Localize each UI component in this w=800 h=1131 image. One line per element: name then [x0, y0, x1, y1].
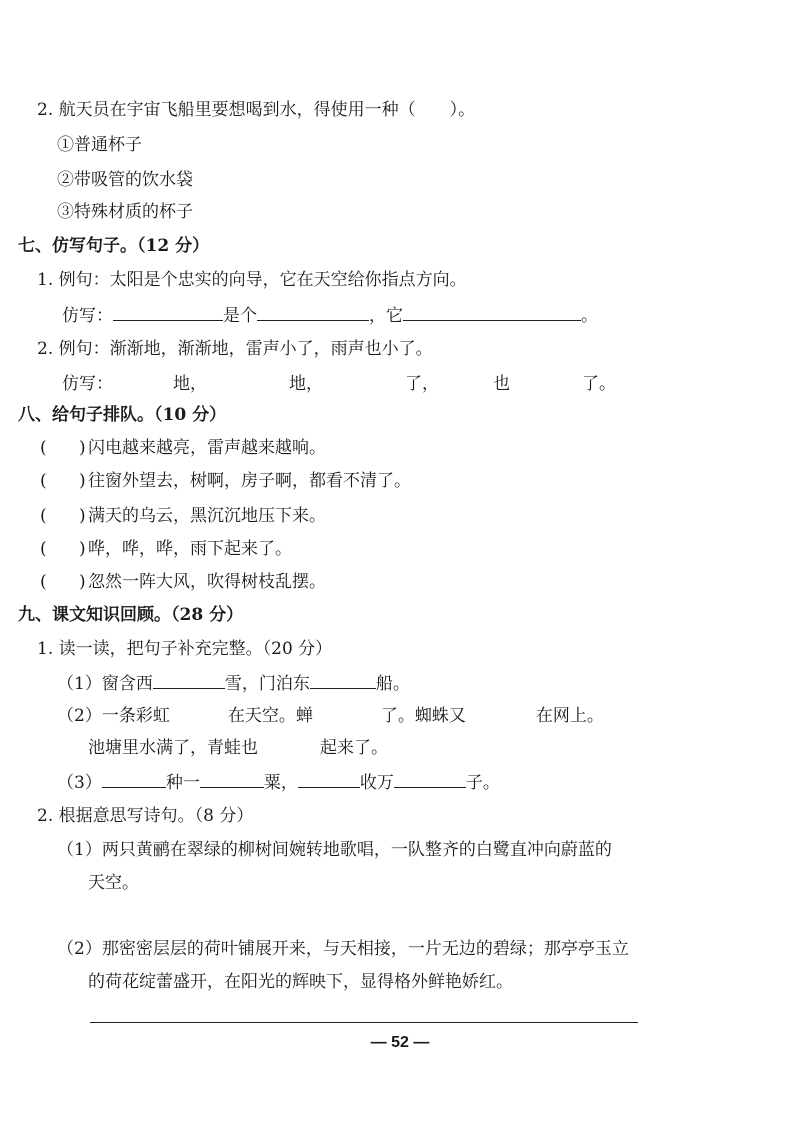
text-segment: 地，	[289, 374, 323, 394]
ordering-text: 往窗外望去，树啊，房子啊，都看不清了。	[88, 471, 411, 491]
answer-blank[interactable]	[310, 671, 376, 689]
ordering-item	[40, 469, 411, 493]
s7-imitation-1	[62, 303, 598, 328]
question-2-stem: 2. 航天员在宇宙飞船里要想喝到水，得使用一种（ ）。	[37, 100, 476, 120]
s9-question-1: 1. 读一读，把句子补充完整。（20 分）	[37, 639, 333, 659]
text-segment: 子。	[465, 773, 500, 793]
ordering-item	[40, 436, 326, 460]
text-segment: 地，	[173, 374, 207, 394]
ordering-text: 满天的乌云，黑沉沉地压下来。	[88, 506, 326, 526]
text-segment: 了。蜘蛛又	[380, 706, 466, 726]
answer-blank[interactable]	[153, 671, 225, 689]
text-segment: 船。	[375, 674, 410, 694]
answer-blank[interactable]	[113, 303, 223, 321]
answer-blank[interactable]	[102, 770, 166, 788]
text-segment: 粟，	[263, 773, 298, 793]
imitation-label: 仿写：	[62, 374, 113, 394]
order-paren[interactable]: ( )	[40, 471, 86, 491]
answer-blank[interactable]	[257, 303, 369, 321]
question-2-option-3: ③特殊材质的杯子	[57, 202, 193, 222]
ordering-item	[40, 570, 326, 594]
section-7-title: 七、仿写句子。（12 分）	[18, 236, 210, 256]
s7-example-2: 2. 例句：渐渐地，渐渐地，雷声小了，雨声也小了。	[37, 339, 433, 359]
ordering-item	[40, 537, 292, 561]
poem-meaning-1-line-1: （1）两只黄鹂在翠绿的柳树间婉转地歌唱，一队整齐的白鹭直冲向蔚蓝的	[57, 840, 612, 860]
text-segment: 。	[581, 306, 598, 326]
text-segment: （2）一条彩虹	[57, 706, 170, 726]
poem-meaning-2-line-1: （2）那密密层层的荷叶铺展开来，与天相接，一片无边的碧绿；那亭亭玉立	[57, 939, 629, 959]
order-paren[interactable]: ( )	[40, 438, 86, 458]
text-segment: 了。	[582, 374, 616, 394]
ordering-text: 忽然一阵大风，吹得树枝乱摆。	[88, 572, 326, 592]
question-2-option-2: ②带吸管的饮水袋	[57, 170, 193, 190]
text-segment: 收万	[359, 773, 394, 793]
text-segment: 了，	[405, 374, 439, 394]
page-number: — 52 —	[370, 1034, 430, 1051]
s7-example-1: 1. 例句：太阳是个忠实的向导，它在天空给你指点方向。	[37, 270, 467, 290]
text-segment: （3）	[57, 773, 102, 793]
footer-rule	[90, 1022, 638, 1023]
text-segment: （1）窗含西	[57, 674, 153, 694]
question-2-option-1: ①普通杯子	[57, 135, 142, 155]
text-segment: 池塘里水满了，青蛙也	[88, 738, 258, 758]
poem-meaning-2-line-2: 的荷花绽蕾盛开，在阳光的辉映下，显得格外鲜艳娇红。	[88, 972, 513, 992]
s9-line-3	[88, 736, 388, 760]
text-segment: 也	[493, 374, 510, 394]
s9-line-2	[57, 704, 604, 728]
answer-blank[interactable]	[200, 770, 264, 788]
poem-meaning-1-line-2: 天空。	[88, 873, 139, 893]
text-segment: 起来了。	[320, 738, 388, 758]
ordering-item	[40, 504, 326, 528]
order-paren[interactable]: ( )	[40, 539, 86, 559]
ordering-text: 闪电越来越亮，雷声越来越响。	[88, 438, 326, 458]
ordering-text: 哗，哗，哗，雨下起来了。	[88, 539, 292, 559]
text-segment: ，它	[369, 306, 403, 326]
section-9-title: 九、课文知识回顾。（28 分）	[18, 605, 244, 625]
answer-blank[interactable]	[298, 770, 360, 788]
section-8-title: 八、给句子排队。（10 分）	[18, 405, 227, 425]
text-segment: 雪，门泊东	[224, 674, 310, 694]
answer-blank[interactable]	[394, 770, 466, 788]
text-segment: 是个	[223, 306, 257, 326]
s9-line-1	[57, 671, 410, 696]
text-segment: 在网上。	[535, 706, 604, 726]
answer-blank[interactable]	[403, 303, 581, 321]
s7-imitation-2	[62, 372, 616, 396]
text-segment: 在天空。蝉	[227, 706, 313, 726]
s9-line-4	[57, 770, 500, 795]
s9-question-2: 2. 根据意思写诗句。（8 分）	[37, 806, 254, 826]
imitation-label: 仿写：	[62, 306, 113, 326]
text-segment: 种一	[165, 773, 200, 793]
order-paren[interactable]: ( )	[40, 506, 86, 526]
order-paren[interactable]: ( )	[40, 572, 86, 592]
